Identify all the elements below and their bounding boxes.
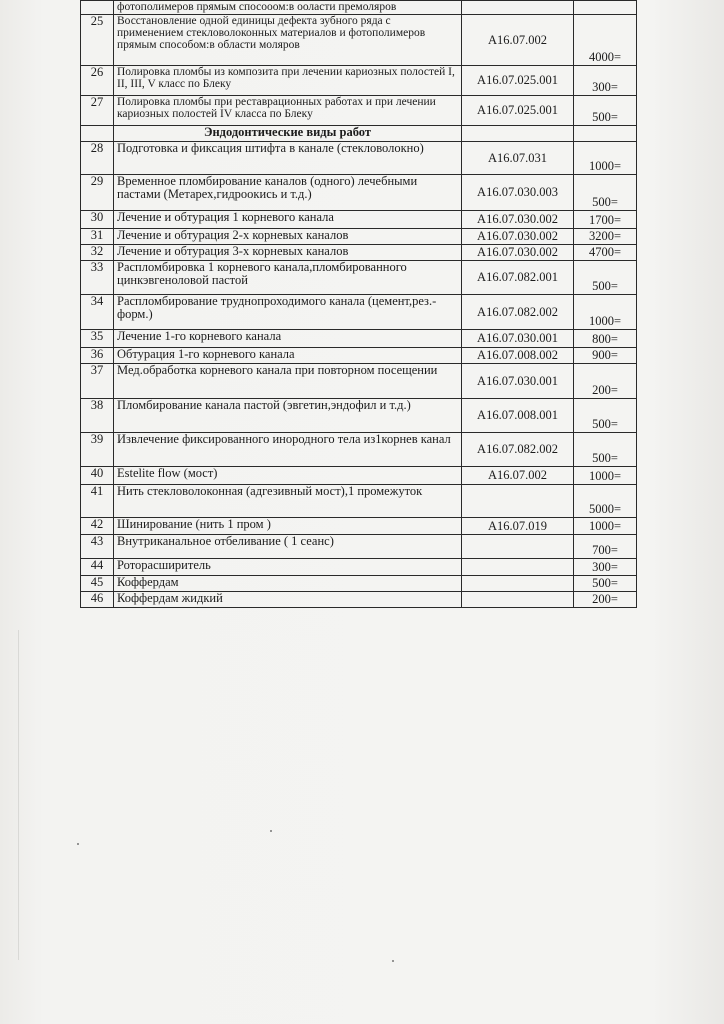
table-row — [81, 175, 637, 211]
row-number: 25 — [81, 15, 114, 66]
row-number: 41 — [81, 485, 114, 518]
table-row — [81, 485, 637, 518]
service-name: Коффердам жидкий — [114, 592, 462, 608]
table-row — [81, 245, 637, 261]
service-name: Восстановление одной единицы дефекта зубного ряда с применением стекловолоконных материалов и фотополимеров прямым способом:в области моляров — [114, 15, 462, 66]
service-code: A16.07.025.001 — [462, 66, 574, 96]
service-name: Обтурация 1-го корневого канала — [114, 348, 462, 364]
service-name: Подготовка и фиксация штифта в канале (стекловолокно) — [114, 142, 462, 175]
service-price: 500= — [574, 175, 637, 211]
row-number: 40 — [81, 467, 114, 485]
row-number: 38 — [81, 399, 114, 433]
service-code — [462, 576, 574, 592]
service-price: 300= — [574, 66, 637, 96]
row-number: 37 — [81, 364, 114, 399]
row-number: 30 — [81, 211, 114, 229]
service-price: 500= — [574, 433, 637, 467]
service-name: Пломбирование канала пастой (эвгетин,эндофил и т.д.) — [114, 399, 462, 433]
service-code: A16.07.025.001 — [462, 96, 574, 126]
service-name: Извлечение фиксированного инородного тела из1корнев канал — [114, 433, 462, 467]
service-name: Распломбирование труднопроходимого канала (цемент,рез.-форм.) — [114, 295, 462, 330]
service-name: Временное пломбирование каналов (одного) лечебными пастами (Метарех,гидроокись и т.д.) — [114, 175, 462, 211]
service-code: A16.07.008.002 — [462, 348, 574, 364]
table-row — [81, 559, 637, 576]
row-number: 46 — [81, 592, 114, 608]
table-row — [81, 66, 637, 96]
service-price: 500= — [574, 261, 637, 295]
service-price: 500= — [574, 399, 637, 433]
section-title: Эндодонтические виды работ — [114, 126, 462, 142]
row-number: 45 — [81, 576, 114, 592]
service-price: 500= — [574, 96, 637, 126]
service-code — [462, 485, 574, 518]
service-code: A16.07.030.001 — [462, 330, 574, 348]
scan-speck — [77, 843, 79, 845]
table-row — [81, 535, 637, 559]
service-price: 900= — [574, 348, 637, 364]
service-price: 300= — [574, 559, 637, 576]
row-number: 43 — [81, 535, 114, 559]
service-code: A16.07.082.002 — [462, 295, 574, 330]
table-row — [81, 295, 637, 330]
service-price: 200= — [574, 592, 637, 608]
service-code — [462, 535, 574, 559]
table-row — [81, 96, 637, 126]
service-name: Роторасширитель — [114, 559, 462, 576]
service-name: Лечение и обтурация 3-х корневых каналов — [114, 245, 462, 261]
service-name: Нить стекловолоконная (адгезивный мост),1 промежуток — [114, 485, 462, 518]
service-name: Коффердам — [114, 576, 462, 592]
service-price: 1700= — [574, 211, 637, 229]
section-num-cell — [81, 126, 114, 142]
section-price-cell — [574, 126, 637, 142]
service-name: Лечение 1-го корневого канала — [114, 330, 462, 348]
service-code: A16.07.002 — [462, 15, 574, 66]
service-price: 800= — [574, 330, 637, 348]
table-row — [81, 261, 637, 295]
service-name: Полировка пломбы из композита при лечении кариозных полостей I, II, III, V класс по Блеку — [114, 66, 462, 96]
row-number: 29 — [81, 175, 114, 211]
scan-speck — [270, 830, 272, 832]
row-number: 44 — [81, 559, 114, 576]
service-name: фотополимеров прямым спосооом:в ооласти премоляров — [114, 1, 462, 15]
scan-artifact-line — [18, 630, 19, 960]
service-price: 4700= — [574, 245, 637, 261]
row-number: 39 — [81, 433, 114, 467]
service-name: Estelite flow (мост) — [114, 467, 462, 485]
service-name: Полировка пломбы при реставрационных работах и при лечении кариозных полостей IV класса по Блеку — [114, 96, 462, 126]
table-row — [81, 592, 637, 608]
service-price: 1000= — [574, 142, 637, 175]
row-number: 31 — [81, 229, 114, 245]
scan-speck — [392, 960, 394, 962]
row-number: 28 — [81, 142, 114, 175]
row-number: 27 — [81, 96, 114, 126]
service-code: A16.07.031 — [462, 142, 574, 175]
service-name: Шинирование (нить 1 пром ) — [114, 518, 462, 535]
service-code: A16.07.019 — [462, 518, 574, 535]
service-name: Внутриканальное отбеливание ( 1 сеанс) — [114, 535, 462, 559]
row-number — [81, 1, 114, 15]
service-price: 1000= — [574, 518, 637, 535]
table-row — [81, 142, 637, 175]
service-price: 700= — [574, 535, 637, 559]
row-number: 42 — [81, 518, 114, 535]
service-price: 200= — [574, 364, 637, 399]
row-number: 34 — [81, 295, 114, 330]
service-code: A16.07.002 — [462, 467, 574, 485]
table-row — [81, 330, 637, 348]
service-price: 1000= — [574, 467, 637, 485]
service-code: A16.07.030.001 — [462, 364, 574, 399]
table-row — [81, 229, 637, 245]
service-code: A16.07.030.002 — [462, 245, 574, 261]
service-name: Лечение и обтурация 1 корневого канала — [114, 211, 462, 229]
section-header-row — [81, 126, 637, 142]
row-number: 33 — [81, 261, 114, 295]
service-name: Лечение и обтурация 2-х корневых каналов — [114, 229, 462, 245]
service-price: 4000= — [574, 15, 637, 66]
table-row — [81, 348, 637, 364]
service-code: A16.07.030.002 — [462, 211, 574, 229]
row-number: 32 — [81, 245, 114, 261]
table-row — [81, 211, 637, 229]
service-price — [574, 1, 637, 15]
service-code — [462, 592, 574, 608]
service-price: 500= — [574, 576, 637, 592]
service-name: Мед.обработка корневого канала при повторном посещении — [114, 364, 462, 399]
service-code: A16.07.008.001 — [462, 399, 574, 433]
service-code — [462, 1, 574, 15]
row-number: 36 — [81, 348, 114, 364]
table-row — [81, 364, 637, 399]
service-name: Распломбировка 1 корневого канала,пломбированного цинкэвгеноловой пастой — [114, 261, 462, 295]
table-row — [81, 433, 637, 467]
table-row — [81, 1, 637, 15]
service-price: 3200= — [574, 229, 637, 245]
service-code: A16.07.082.001 — [462, 261, 574, 295]
table-row — [81, 518, 637, 535]
table-row — [81, 467, 637, 485]
price-list-body — [81, 1, 637, 608]
table-row — [81, 576, 637, 592]
service-code — [462, 559, 574, 576]
service-code: A16.07.030.003 — [462, 175, 574, 211]
service-code: A16.07.082.002 — [462, 433, 574, 467]
service-price: 5000= — [574, 485, 637, 518]
table-row — [81, 15, 637, 66]
price-list-table — [80, 0, 637, 608]
service-price: 1000= — [574, 295, 637, 330]
table-row — [81, 399, 637, 433]
row-number: 35 — [81, 330, 114, 348]
row-number: 26 — [81, 66, 114, 96]
section-code-cell — [462, 126, 574, 142]
service-code: A16.07.030.002 — [462, 229, 574, 245]
